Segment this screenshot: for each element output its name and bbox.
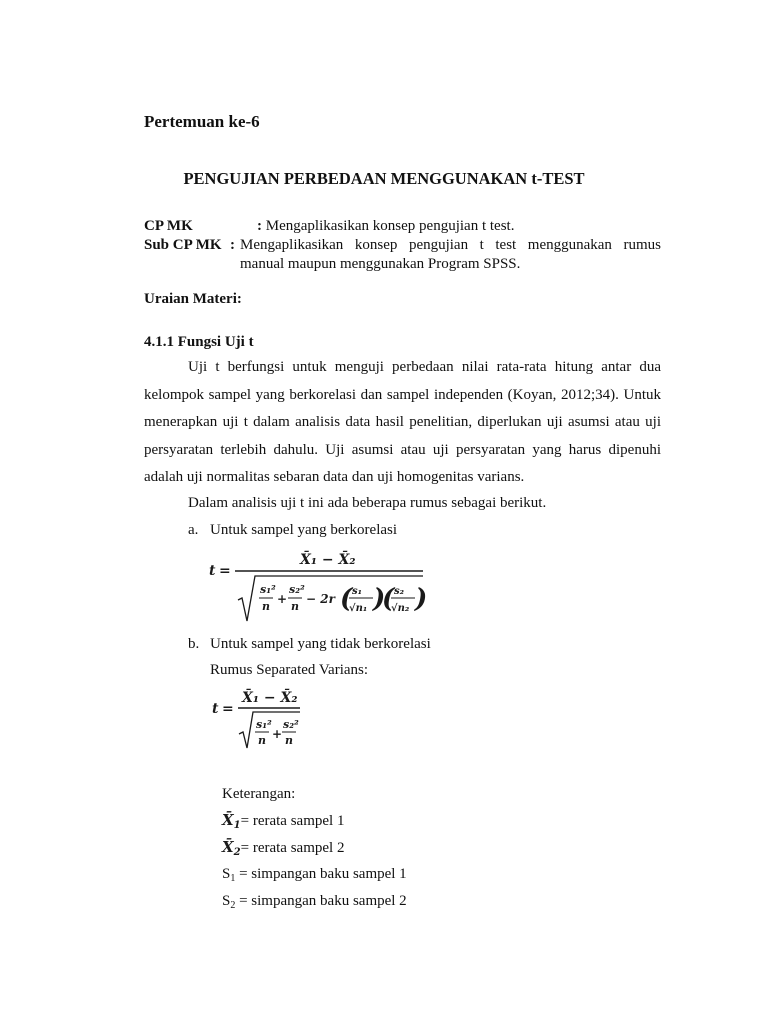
formula2-s1sq: s₁² [256, 718, 272, 731]
sub-cp-mk-line-1: Mengaplikasikan konsep pengujian t test menggunakan rumus [240, 237, 661, 253]
cp-mk-text: Mengaplikasikan konsep pengujian t test. [265, 218, 515, 234]
s2-subscript: 2 [230, 900, 236, 911]
formula1-s2: s₂ [394, 586, 405, 597]
item-a-marker: a. [188, 522, 199, 538]
intro-text: Dalam analisis uji t ini ada beberapa rumus sebagai berikut. [188, 495, 547, 511]
paragraph-line-4: persyaratan terlebih dahulu. Uji asumsi atau uji persyaratan yang harus dipenuhi [144, 442, 661, 458]
s1-text: = simpangan baku sampel 1 [235, 866, 407, 882]
legend-item-xbar2 [222, 838, 344, 857]
cp-mk-colon: : [257, 218, 262, 234]
xbar1-text: = rerata sampel 1 [240, 813, 345, 829]
paragraph-line-2: kelompok sampel yang berkorelasi dan sampel independen (Koyan, 2012;34). Untuk [144, 387, 661, 403]
formula2-t: t [212, 701, 219, 717]
cp-mk-label: CP MK [144, 218, 193, 234]
formula2-n2: n [285, 734, 293, 747]
formula1-n1: n [262, 600, 270, 613]
formula1-s2sq: s₂² [289, 583, 305, 596]
keterangan-title: Keterangan: [222, 786, 296, 802]
svg-text:(: ( [340, 584, 353, 614]
svg-text:): ) [415, 584, 428, 614]
formula1-n2: n [291, 600, 299, 613]
separated-varians-label: Rumus Separated Varians: [210, 662, 369, 678]
formula-correlated [205, 548, 430, 626]
xbar2-symbol: X̄ [222, 838, 234, 856]
xbar1-subscript: 1 [233, 820, 241, 831]
legend-item-s2 [222, 892, 407, 910]
sub-cp-mk-label: Sub CP MK [144, 237, 222, 253]
paragraph-line-3: menerapkan uji t dalam analisis data hasil penelitian, diperlukan uji asumsi atau uji [144, 414, 661, 430]
s2-text: = simpangan baku sampel 2 [235, 893, 407, 909]
formula1-sqrt-n1: √n₁ [349, 603, 368, 614]
section-heading: 4.1.1 Fungsi Uji t [144, 334, 254, 350]
item-b-marker: b. [188, 636, 200, 652]
meeting-heading: Pertemuan ke-6 [144, 112, 260, 131]
formula1-minus-2r: − 2r [306, 592, 335, 606]
svg-text:): ) [373, 584, 386, 614]
uraian-heading: Uraian Materi: [144, 291, 242, 307]
formula1-s1: s₁ [352, 586, 363, 597]
xbar1-symbol: X̄ [222, 811, 234, 829]
formula-separated-varians [208, 686, 308, 752]
formula2-plus: + [272, 727, 283, 741]
sub-cp-mk-line-2: manual maupun menggunakan Program SPSS. [240, 256, 521, 272]
xbar2-subscript: 2 [233, 847, 241, 858]
legend-item-s1 [222, 865, 407, 883]
cp-mk-row [144, 217, 514, 235]
formula2-numerator: X̄₁ − X̄₂ [242, 690, 298, 706]
formula1-t: t [209, 563, 216, 579]
paragraph-line-1: Uji t berfungsi untuk menguji perbedaan nilai rata-rata hitung antar dua [188, 359, 661, 375]
formula2-n1: n [258, 734, 266, 747]
formula2-s2sq: s₂² [283, 718, 299, 731]
s2-symbol: S [222, 893, 231, 909]
sub-cp-mk-row [144, 236, 235, 254]
document-title: PENGUJIAN PERBEDAAN MENGGUNAKAN t-TEST [183, 169, 585, 188]
legend-item-xbar1 [222, 811, 344, 830]
formula1-plus: + [277, 592, 288, 606]
paragraph-line-5: adalah uji normalitas sebaran data dan uji homogenitas varians. [144, 469, 525, 485]
s1-subscript: 1 [230, 873, 236, 884]
formula1-sqrt-n2: √n₂ [391, 603, 410, 614]
s1-symbol: S [222, 866, 231, 882]
formula2-eq: = [222, 701, 234, 717]
item-a-text: Untuk sampel yang berkorelasi [210, 522, 398, 538]
formula1-numerator: X̄₁ − X̄₂ [300, 552, 356, 568]
svg-text:(: ( [382, 584, 395, 614]
sub-cp-mk-colon: : [230, 237, 235, 253]
formula1-s1sq: s₁² [260, 583, 276, 596]
item-b-text: Untuk sampel yang tidak berkorelasi [210, 636, 431, 652]
xbar2-text: = rerata sampel 2 [240, 840, 345, 856]
formula1-eq: = [219, 563, 231, 579]
